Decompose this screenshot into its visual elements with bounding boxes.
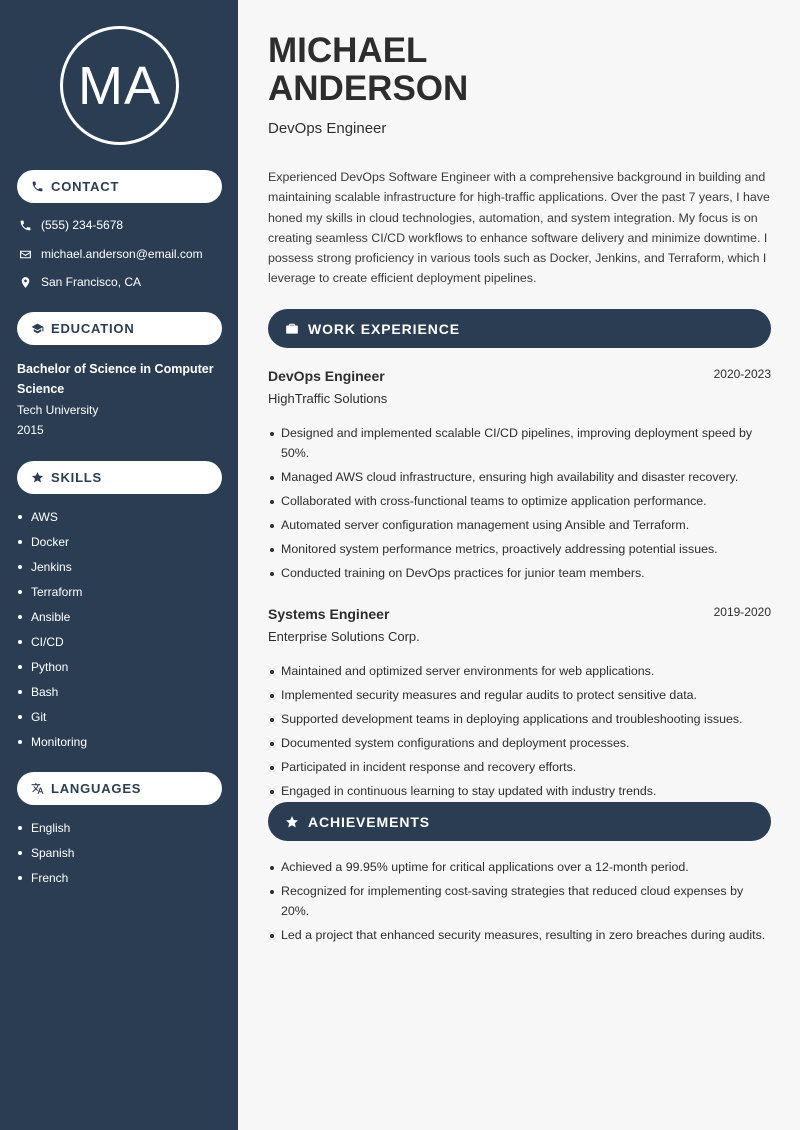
skill-item: Docker [17, 529, 87, 554]
skill-item: Bash [17, 679, 87, 704]
translate-icon [30, 782, 44, 796]
contact-section-header [17, 170, 222, 203]
sidebar [0, 0, 238, 1130]
education-heading: EDUCATION [51, 321, 135, 336]
job-bullet: Participated in incident response and recovery efforts. [268, 758, 770, 778]
skill-item: Terraform [17, 579, 87, 604]
job-bullet: Collaborated with cross-functional teams to optimize application performance. [268, 492, 770, 512]
phone-icon [17, 217, 33, 233]
job-1-dates: 2020-2023 [713, 367, 771, 381]
star-icon [284, 814, 300, 830]
name-first: MICHAEL [268, 31, 428, 70]
achievement-item: Led a project that enhanced security measures, resulting in zero breaches during audits. [268, 926, 770, 946]
achievements-list [268, 858, 770, 950]
education-year: 2015 [17, 423, 44, 437]
contact-email-row [17, 246, 203, 262]
skill-item: Python [17, 654, 87, 679]
language-item: Spanish [17, 840, 74, 865]
languages-list [17, 815, 74, 890]
education-section-header [17, 312, 222, 345]
job-2-title: Systems Engineer [268, 606, 390, 622]
skills-section-header [17, 461, 222, 494]
achievements-heading: ACHIEVEMENTS [308, 813, 431, 830]
graduation-cap-icon [30, 322, 44, 336]
languages-section-header [17, 772, 222, 805]
phone-icon [30, 180, 44, 194]
name-last: ANDERSON [268, 69, 469, 108]
job-bullet: Monitored system performance metrics, proactively addressing potential issues. [268, 540, 770, 560]
avatar-initials: MA [60, 26, 179, 145]
work-experience-heading: WORK EXPERIENCE [308, 320, 460, 337]
job-bullet: Automated server configuration management using Ansible and Terraform. [268, 516, 770, 536]
contact-location-row [17, 274, 141, 290]
job-bullet: Maintained and optimized server environments for web applications. [268, 662, 770, 682]
job-bullet: Implemented security measures and regular audits to protect sensitive data. [268, 686, 770, 706]
candidate-name [268, 32, 468, 108]
language-item: French [17, 865, 74, 890]
work-experience-section-header [268, 309, 771, 348]
job-title-headline: DevOps Engineer [268, 120, 387, 137]
skill-item: Monitoring [17, 729, 87, 754]
contact-phone-row [17, 217, 123, 233]
job-bullet: Conducted training on DevOps practices for junior team members. [268, 564, 770, 584]
star-icon [30, 471, 44, 485]
achievement-item: Achieved a 99.95% uptime for critical applications over a 12-month period. [268, 858, 770, 878]
contact-heading: CONTACT [51, 179, 120, 194]
achievement-item: Recognized for implementing cost-saving strategies that reduced cloud expenses by 20%. [268, 882, 770, 921]
education-school: Tech University [17, 403, 99, 417]
job-bullet: Engaged in continuous learning to stay updated with industry trends. [268, 782, 770, 802]
job-bullet: Supported development teams in deploying applications and troubleshooting issues. [268, 710, 770, 730]
achievements-section-header [268, 802, 771, 841]
languages-heading: LANGUAGES [51, 781, 142, 796]
contact-phone: (555) 234-5678 [41, 218, 124, 232]
skill-item: Ansible [17, 604, 87, 629]
job-1-bullets [268, 424, 770, 588]
map-pin-icon [17, 274, 33, 290]
skills-list [17, 504, 87, 754]
job-2-company: Enterprise Solutions Corp. [268, 629, 420, 644]
contact-location: San Francisco, CA [41, 275, 142, 289]
language-item: English [17, 815, 74, 840]
skill-item: Jenkins [17, 554, 87, 579]
contact-email[interactable]: michael.anderson@email.com [41, 247, 203, 261]
profile-summary: Experienced DevOps Software Engineer with a comprehensive background in building and maintaining scalable infrastructure for high-traffic applications. Over the past 7 years, I have honed my skills in cloud technologies, automation, and system integration. My focus is on creating seamless CI/CD workflows to enhance software delivery and minimize downtime. I possess strong proficiency in various tools such as Docker, Jenkins, and Terraform, which I leverage to create efficient deployment pipelines. [268, 170, 770, 286]
skill-item: Git [17, 704, 87, 729]
skills-heading: SKILLS [51, 470, 103, 485]
job-bullet: Designed and implemented scalable CI/CD pipelines, improving deployment speed by 50%. [268, 424, 770, 463]
job-2-bullets [268, 662, 770, 807]
job-1-title: DevOps Engineer [268, 368, 385, 384]
job-2-dates: 2019-2020 [713, 605, 771, 619]
job-bullet: Documented system configurations and deployment processes. [268, 734, 770, 754]
job-bullet: Managed AWS cloud infrastructure, ensuring high availability and disaster recovery. [268, 468, 770, 488]
envelope-icon [17, 246, 33, 262]
skill-item: AWS [17, 504, 87, 529]
education-degree: Bachelor of Science in Computer Science [17, 362, 214, 396]
job-1-company: HighTraffic Solutions [268, 391, 388, 406]
briefcase-icon [284, 321, 300, 337]
skill-item: CI/CD [17, 629, 87, 654]
